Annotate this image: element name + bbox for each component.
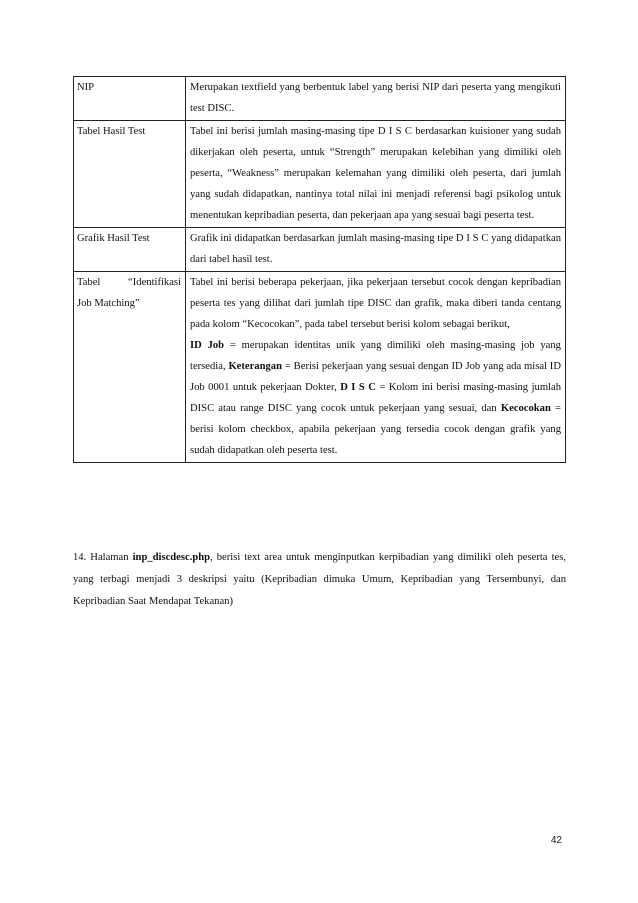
separator: = [375, 382, 389, 393]
row-name-line-2: Job Matching” [77, 298, 140, 309]
term-kecocokan: Kecocokan [500, 403, 551, 414]
definition-id-job: merupakan identitas unik yang dimiliki oleh masing-masing job yang tersedia, [190, 340, 561, 372]
table-row [74, 77, 566, 121]
row-description-cell: Tabel ini berisi jumlah masing-masing tipe D I S C berdasarkan kuisioner yang sudah dikerjakan oleh peserta, untuk “Strength” merupakan kelebihan yang dimiliki oleh peserta, “Weakness” merupakan kelemahan yang dimiliki oleh peserta, dari jumlah yang sudah didapatkan, nantinya total nilai ini menjadi referensi bagi psikolog untuk menentukan kepribadian peserta, dan pekerjaan apa yang sesuai bagi peserta test. [186, 121, 566, 228]
row-description-cell: Merupakan textfield yang berbentuk label yang berisi NIP dari peserta yang mengikuti test DISC. [186, 77, 566, 121]
page-number: 42 [550, 835, 562, 846]
paragraph-text: , berisi text area untuk menginputkan kerpibadian yang dimiliki oleh peserta tes, yang terbagi menjadi 3 deskripsi yaitu (Kepribadian dimuka Umum, Kepribadian yang Tersembunyi, dan Kepribadian Saat Mendapat Tekanan) [73, 552, 566, 607]
row-name-cell: Tabel Hasil Test [74, 121, 186, 228]
definition-disc: Kolom ini berisi masing-masing jumlah DISC atau range DISC yang cocok untuk pekerjaan yang sesuai, dan [190, 382, 561, 414]
row-name-cell: NIP [74, 77, 186, 121]
row-name-cell: Grafik Hasil Test [74, 228, 186, 272]
table-row [74, 272, 566, 463]
definition-keterangan: Berisi pekerjaan yang sesuai dengan ID Job yang ada misal ID Job 0001 untuk pekerjaan Dokter, [190, 361, 561, 393]
separator: = [282, 361, 294, 372]
body-paragraph [73, 547, 566, 613]
page-filename: inp_discdesc.php [132, 552, 211, 563]
term-keterangan: Keterangan [228, 361, 282, 372]
row-name-line-1: Tabel “Identifikasi [77, 277, 181, 288]
paragraph-prefix: 14. Halaman [73, 552, 133, 563]
separator: = [224, 340, 242, 351]
row-description-cell: Grafik ini didapatkan berdasarkan jumlah masing-masing tipe D I S C yang didapatkan dari tabel hasil test. [186, 228, 566, 272]
term-id-job: ID Job [190, 340, 225, 351]
description-intro: Tabel ini berisi beberapa pekerjaan, jika pekerjaan tersebut cocok dengan kepribadian peserta tes yang dilihat dari jumlah tipe DISC dan grafik, maka diberi tanda centang pada kolom “Kecocokan”, pada tabel tersebut berisi kolom sebagai berikut, [190, 277, 561, 330]
table-row [74, 121, 566, 228]
component-description-table [73, 76, 566, 463]
separator: = [550, 403, 561, 414]
row-name-cell [74, 272, 186, 463]
table-row [74, 228, 566, 272]
term-disc: D I S C [340, 382, 376, 393]
definition-kecocokan: berisi kolom checkbox, apabila pekerjaan yang tersedia cocok dengan grafik yang sudah didapatkan oleh peserta test. [190, 424, 561, 456]
row-description-cell [186, 272, 566, 463]
